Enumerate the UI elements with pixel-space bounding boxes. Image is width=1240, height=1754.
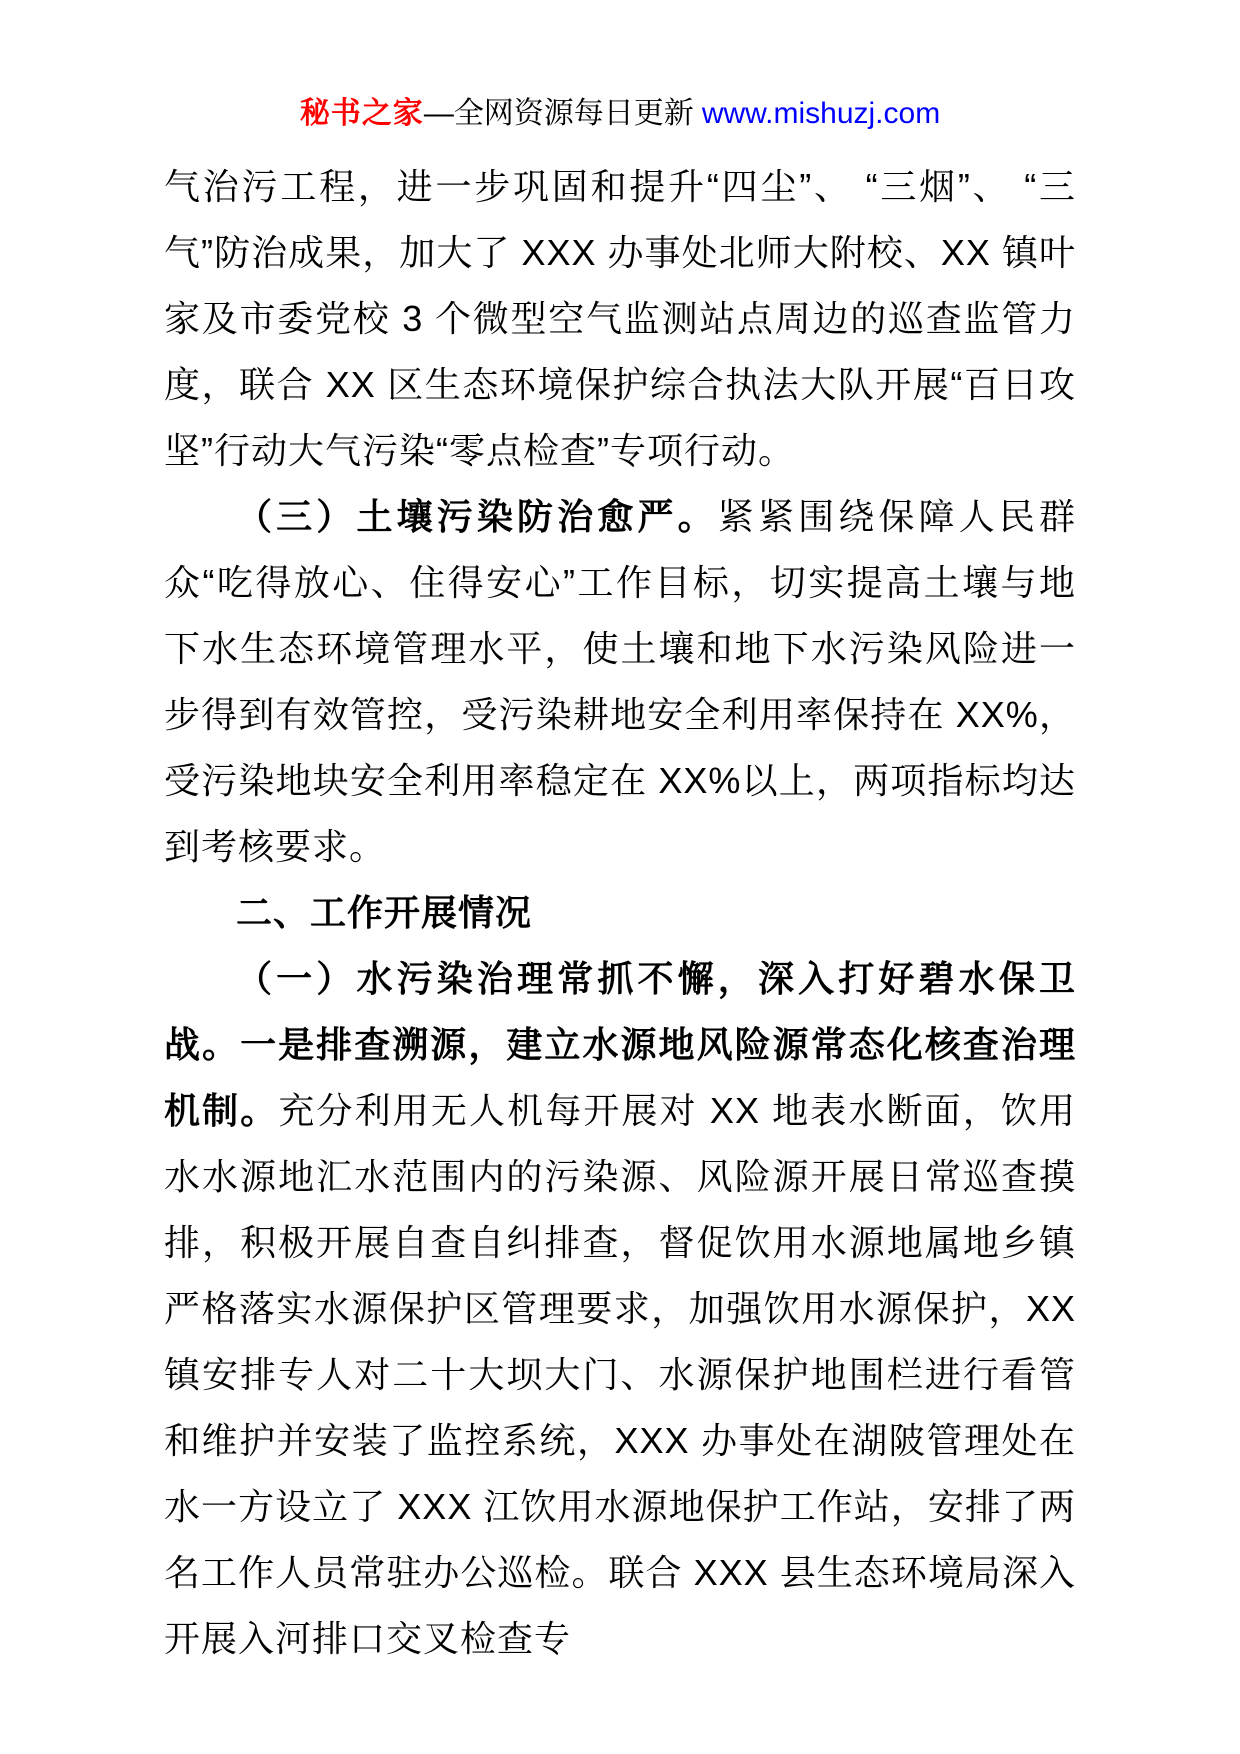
paragraph-lead-text: 二、工作开展情况 <box>236 892 533 933</box>
paragraph-lead-text: （一）水污染治理常抓不懈，深入打好碧水保卫战。一是排查溯源，建立水源地风险源常态化核查治理机制。 <box>164 958 1076 1131</box>
paragraph <box>164 154 1076 484</box>
header-url-link[interactable]: www.mishuzj.com <box>701 97 941 130</box>
paragraph-lead-text: （三）土壤污染防治愈严。 <box>236 496 718 537</box>
paragraph <box>164 484 1076 880</box>
paragraph-text: 气治污工程，进一步巩固和提升“四尘”、 “三烟”、 “三气”防治成果，加大了 XXX 办事处北师大附校、XX 镇叶家及市委党校 3 个微型空气监测站点周边的巡查监管力度，联合 XX 区生态环境保护综合执法大队开展“百日攻坚”行动大气污染“零点检查”专项行动。 <box>164 166 1076 471</box>
paragraph-text: 紧紧围绕保障人民群众“吃得放心、住得安心”工作目标，切实提高土壤与地下水生态环境管理水平，使土壤和地下水污染风险进一步得到有效管控，受污染耕地安全利用率保持在 XX%，受污染地块安全利用率稳定在 XX%以上，两项指标均达到考核要求。 <box>164 496 1076 867</box>
paragraph <box>164 880 1076 946</box>
document-body <box>0 132 1240 1672</box>
site-name: 秘书之家 <box>299 97 424 130</box>
paragraph <box>164 946 1076 1672</box>
paragraph-text: 充分利用无人机每开展对 XX 地表水断面，饮用水水源地汇水范围内的污染源、风险源开展日常巡查摸排，积极开展自查自纠排查，督促饮用水源地属地乡镇严格落实水源保护区管理要求，加强饮用水源保护，XX 镇安排专人对二十大坝大门、水源保护地围栏进行看管和维护并安装了监控系统，XXX 办事处在湖陂管理处在水一方设立了 XXX 江饮用水源地保护工作站，安排了两名工作人员常驻办公巡检。联合 XXX 县生态环境局深入开展入河排口交叉检查专 <box>164 1090 1076 1659</box>
header-tagline: 全网资源每日更新 <box>453 97 694 130</box>
header-separator: — <box>423 97 454 130</box>
site-header <box>0 0 1240 132</box>
